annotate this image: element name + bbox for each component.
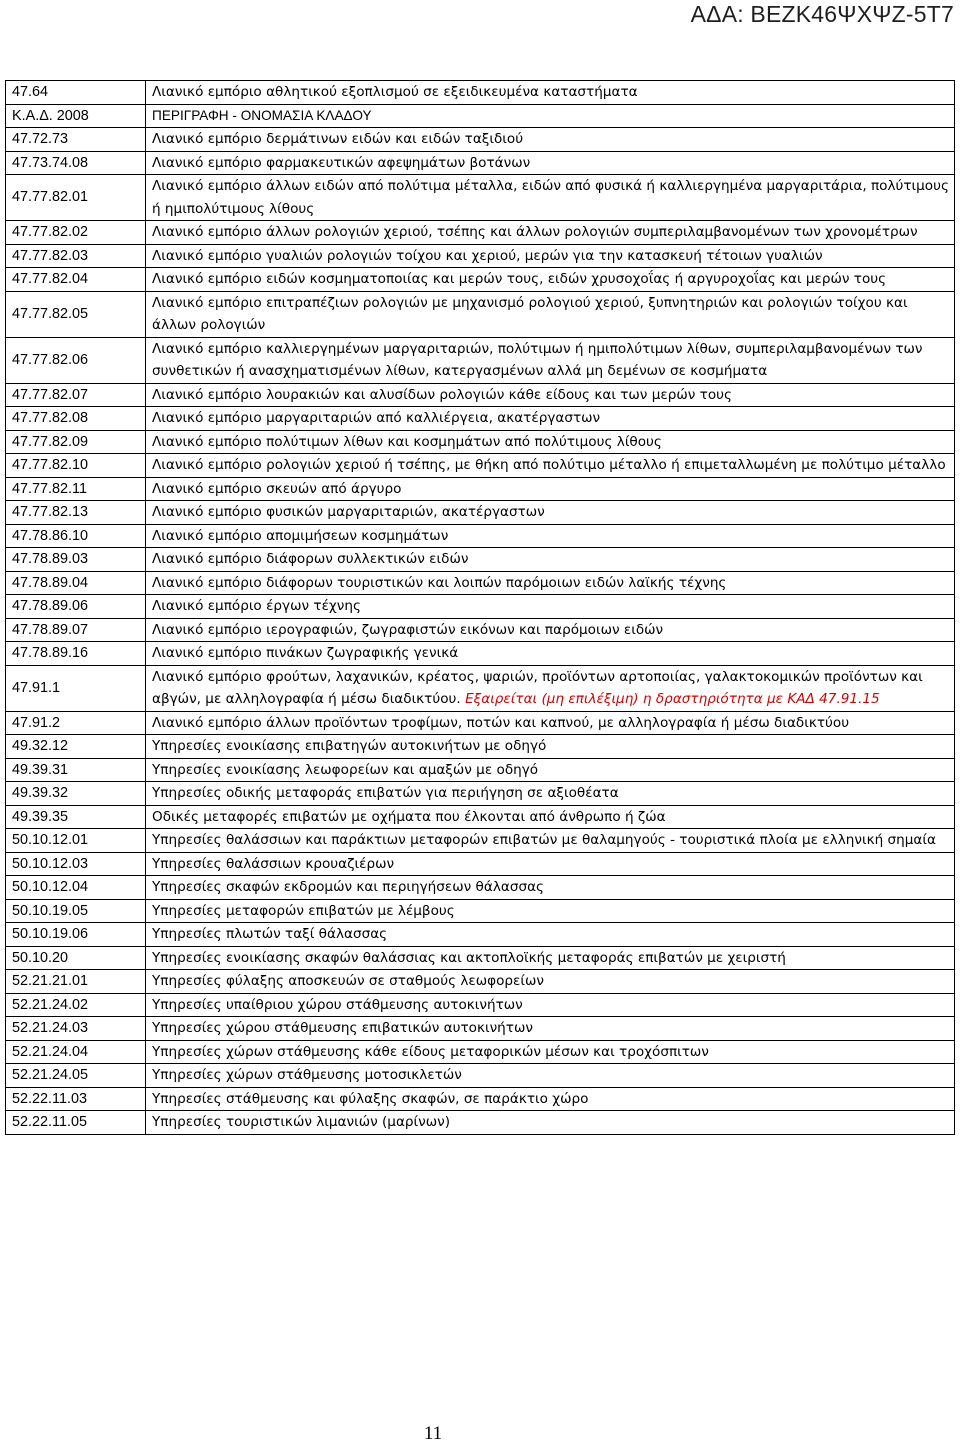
kad-code: 47.77.82.03: [6, 244, 146, 268]
kad-code: 52.22.11.05: [6, 1111, 146, 1135]
kad-description: [146, 665, 955, 711]
kad-code: 50.10.12.04: [6, 876, 146, 900]
exclusion-note: Εξαιρείται (μη επιλέξιμη) η δραστηριότητα με ΚΑΔ 47.91.15: [465, 691, 880, 707]
kad-code: 47.73.74.08: [6, 151, 146, 175]
table-row: [6, 524, 955, 548]
kad-description: Οδικές μεταφορές επιβατών με οχήματα που έλκονται από άνθρωπο ή ζώα: [146, 805, 955, 829]
table-row: [6, 128, 955, 152]
kad-description: Λιανικό εμπόριο αθλητικού εξοπλισμού σε εξειδικευμένα καταστήματα: [146, 81, 955, 105]
kad-code: 49.32.12: [6, 735, 146, 759]
table-row: [6, 383, 955, 407]
table-row: [6, 151, 955, 175]
kad-description: Υπηρεσίες χώρων στάθμευσης μοτοσικλετών: [146, 1064, 955, 1088]
table-row: [6, 407, 955, 431]
table-row: [6, 244, 955, 268]
kad-description-text: Λιανικό εμπόριο φρούτων, λαχανικών, κρέατος, ψαριών, προϊόντων αρτοποιίας, γαλακτοκομικών προϊόντων και αβγών, με αλληλογραφία ή μέσω διαδικτύου.: [152, 668, 923, 707]
page-number: 11: [423, 1423, 443, 1444]
kad-description: Λιανικό εμπόριο επιτραπέζιων ρολογιών με μηχανισμό ρολογιού χεριού, ξυπνητηριών και ρολογιών τοίχου και άλλων ρολογιών: [146, 291, 955, 337]
table-row: [6, 852, 955, 876]
table-row: [6, 805, 955, 829]
kad-description: Λιανικό εμπόριο γυαλιών ρολογιών τοίχου και χεριού, μερών για την κατασκευή τέτοιων γυαλιών: [146, 244, 955, 268]
kad-description: Υπηρεσίες πλωτών ταξί θάλασσας: [146, 923, 955, 947]
kad-code: 50.10.19.05: [6, 899, 146, 923]
kad-description: Λιανικό εμπόριο απομιμήσεων κοσμημάτων: [146, 524, 955, 548]
document-id-header: ΑΔΑ: ΒΕΖΚ46ΨΧΨΖ-5Τ7: [690, 1, 954, 27]
kad-description: Υπηρεσίες υπαίθριου χώρου στάθμευσης αυτοκινήτων: [146, 993, 955, 1017]
kad-code: 47.77.82.04: [6, 268, 146, 292]
table-row: [6, 642, 955, 666]
table-row: [6, 291, 955, 337]
kad-code: 52.21.24.03: [6, 1017, 146, 1041]
kad-description: Λιανικό εμπόριο λουρακιών και αλυσίδων ρολογιών κάθε είδους και των μερών τους: [146, 383, 955, 407]
table-row: [6, 175, 955, 221]
table-row: [6, 1087, 955, 1111]
table-row: [6, 221, 955, 245]
table-row: [6, 1040, 955, 1064]
kad-code: 49.39.35: [6, 805, 146, 829]
kad-description: Υπηρεσίες ενοικίασης λεωφορείων και αμαξών με οδηγό: [146, 758, 955, 782]
kad-code: 50.10.12.03: [6, 852, 146, 876]
kad-description: Υπηρεσίες τουριστικών λιμανιών (μαρίνων): [146, 1111, 955, 1135]
table-row: [6, 711, 955, 735]
kad-description: Λιανικό εμπόριο διάφορων τουριστικών και λοιπών παρόμοιων ειδών λαϊκής τέχνης: [146, 571, 955, 595]
kad-description: Υπηρεσίες θαλάσσιων κρουαζιέρων: [146, 852, 955, 876]
table-row: [6, 477, 955, 501]
kad-description: Λιανικό εμπόριο πινάκων ζωγραφικής γενικά: [146, 642, 955, 666]
table-row: [6, 1111, 955, 1135]
table-row: [6, 1064, 955, 1088]
kad-code: 49.39.31: [6, 758, 146, 782]
kad-code: 49.39.32: [6, 782, 146, 806]
kad-description: Λιανικό εμπόριο ειδών κοσμηματοποιίας και μερών τους, ειδών χρυσοχοΐας ή αργυροχοΐας και μερών τους: [146, 268, 955, 292]
kad-description: Υπηρεσίες στάθμευσης και φύλαξης σκαφών, σε παράκτιο χώρο: [146, 1087, 955, 1111]
kad-description: Υπηρεσίες χώρων στάθμευσης κάθε είδους μεταφορικών μέσων και τροχόσπιτων: [146, 1040, 955, 1064]
kad-code: 47.77.82.08: [6, 407, 146, 431]
kad-code: 47.77.82.10: [6, 454, 146, 478]
kad-description: Λιανικό εμπόριο άλλων ειδών από πολύτιμα μέταλλα, ειδών από φυσικά ή καλλιεργημένα μαργαριτάρια, πολύτιμους ή ημιπολύτιμους λίθους: [146, 175, 955, 221]
table-row: [6, 970, 955, 994]
kad-description: Λιανικό εμπόριο πολύτιμων λίθων και κοσμημάτων από πολύτιμους λίθους: [146, 430, 955, 454]
table-row: [6, 548, 955, 572]
table-row: [6, 735, 955, 759]
table-row: [6, 899, 955, 923]
kad-code: 52.21.21.01: [6, 970, 146, 994]
kad-description: Λιανικό εμπόριο δερμάτινων ειδών και ειδών ταξιδιού: [146, 128, 955, 152]
kad-description: Λιανικό εμπόριο άλλων προϊόντων τροφίμων, ποτών και καπνού, με αλληλογραφία ή μέσω διαδικτύου: [146, 711, 955, 735]
kad-description: Υπηρεσίες οδικής μεταφοράς επιβατών για περιήγηση σε αξιοθέατα: [146, 782, 955, 806]
table-row: [6, 665, 955, 711]
kad-description: Λιανικό εμπόριο ιερογραφιών, ζωγραφιστών εικόνων και παρόμοιων ειδών: [146, 618, 955, 642]
kad-description: Λιανικό εμπόριο καλλιεργημένων μαργαριταριών, πολύτιμων ή ημιπολύτιμων λίθων, συμπεριλαμβανομένων των συνθετικών ή ανασχηματισμένων λίθων, κατεργασμένων αλλά μη δεμένων σε κοσμήματα: [146, 337, 955, 383]
kad-code: 47.77.82.07: [6, 383, 146, 407]
kad-code: 50.10.12.01: [6, 829, 146, 853]
kad-description-header: ΠΕΡΙΓΡΑΦΗ - ΟΝΟΜΑΣΙΑ ΚΛΑΔΟΥ: [146, 104, 955, 128]
kad-code: 47.77.82.09: [6, 430, 146, 454]
kad-code: 47.77.82.05: [6, 291, 146, 337]
table-row: [6, 782, 955, 806]
kad-code: 52.22.11.03: [6, 1087, 146, 1111]
kad-code: 47.78.89.06: [6, 595, 146, 619]
table-row: [6, 430, 955, 454]
kad-description: Υπηρεσίες ενοικίασης σκαφών θαλάσσιας και ακτοπλοϊκής μεταφοράς επιβατών με χειριστή: [146, 946, 955, 970]
kad-description: Λιανικό εμπόριο σκευών από άργυρο: [146, 477, 955, 501]
kad-table: [5, 80, 955, 1135]
kad-code-header: Κ.Α.Δ. 2008: [6, 104, 146, 128]
table-header-row: [6, 104, 955, 128]
kad-description: Υπηρεσίες χώρου στάθμευσης επιβατικών αυτοκινήτων: [146, 1017, 955, 1041]
kad-code: 47.77.82.06: [6, 337, 146, 383]
kad-code: 47.78.86.10: [6, 524, 146, 548]
table-row: [6, 923, 955, 947]
kad-description: Λιανικό εμπόριο μαργαριταριών από καλλιέργεια, ακατέργαστων: [146, 407, 955, 431]
kad-description: Λιανικό εμπόριο άλλων ρολογιών χεριού, τσέπης και άλλων ρολογιών συμπεριλαμβανομένων των χρονομέτρων: [146, 221, 955, 245]
kad-description: Λιανικό εμπόριο φυσικών μαργαριταριών, ακατέργαστων: [146, 501, 955, 525]
kad-code: 52.21.24.05: [6, 1064, 146, 1088]
kad-code: 47.91.1: [6, 665, 146, 711]
kad-code: 52.21.24.04: [6, 1040, 146, 1064]
kad-code: 47.77.82.02: [6, 221, 146, 245]
table-row: [6, 1017, 955, 1041]
kad-code: 47.78.89.04: [6, 571, 146, 595]
table-row: [6, 595, 955, 619]
table-row: [6, 829, 955, 853]
kad-description: Λιανικό εμπόριο φαρμακευτικών αφεψημάτων βοτάνων: [146, 151, 955, 175]
kad-description: Υπηρεσίες ενοικίασης επιβατηγών αυτοκινήτων με οδηγό: [146, 735, 955, 759]
table-row: [6, 993, 955, 1017]
kad-code: 47.78.89.07: [6, 618, 146, 642]
kad-code: 50.10.19.06: [6, 923, 146, 947]
kad-code: 47.72.73: [6, 128, 146, 152]
kad-code: 47.77.82.11: [6, 477, 146, 501]
table-row: [6, 501, 955, 525]
table-row: [6, 876, 955, 900]
kad-code: 47.91.2: [6, 711, 146, 735]
table-row: [6, 337, 955, 383]
kad-description: Υπηρεσίες φύλαξης αποσκευών σε σταθμούς λεωφορείων: [146, 970, 955, 994]
table-row: [6, 268, 955, 292]
kad-code: 52.21.24.02: [6, 993, 146, 1017]
kad-description: Λιανικό εμπόριο ρολογιών χεριού ή τσέπης, με θήκη από πολύτιμο μέταλλο ή επιμεταλλωμένη με πολύτιμο μέταλλο: [146, 454, 955, 478]
table-row: [6, 454, 955, 478]
table-row: [6, 81, 955, 105]
kad-description: Λιανικό εμπόριο έργων τέχνης: [146, 595, 955, 619]
table-row: [6, 618, 955, 642]
kad-code: 50.10.20: [6, 946, 146, 970]
kad-description: Υπηρεσίες σκαφών εκδρομών και περιηγήσεων θάλασσας: [146, 876, 955, 900]
kad-description: Λιανικό εμπόριο διάφορων συλλεκτικών ειδών: [146, 548, 955, 572]
kad-code: 47.78.89.16: [6, 642, 146, 666]
kad-description: Υπηρεσίες θαλάσσιων και παράκτιων μεταφορών επιβατών με θαλαμηγούς - τουριστικά πλοία με ελληνική σημαία: [146, 829, 955, 853]
table-row: [6, 758, 955, 782]
kad-code: 47.64: [6, 81, 146, 105]
table-row: [6, 946, 955, 970]
kad-code: 47.77.82.01: [6, 175, 146, 221]
table-row: [6, 571, 955, 595]
kad-code: 47.77.82.13: [6, 501, 146, 525]
kad-code: 47.78.89.03: [6, 548, 146, 572]
kad-description: Υπηρεσίες μεταφορών επιβατών με λέμβους: [146, 899, 955, 923]
